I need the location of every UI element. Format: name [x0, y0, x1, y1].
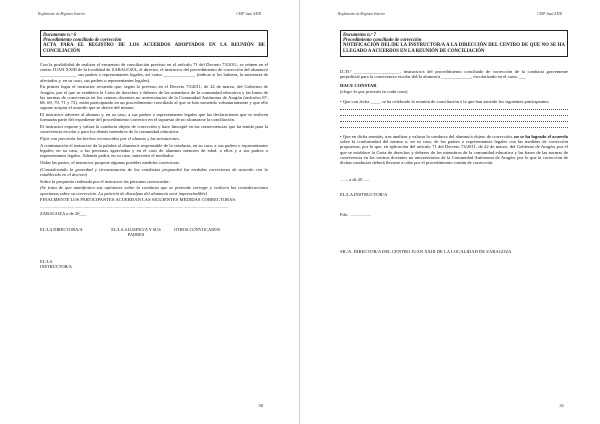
- document-number: Documento n.º 6: [43, 32, 77, 38]
- italic-note-measures: (Considerando la gravedad y circunstancias de las conductas propondrá las medidas correctoras de acuerdo con lo establecido en el decreto): [40, 166, 268, 177]
- italic-note-opinions: (Se trata de que manifiesten sus opiniones sobre la conducta que se pretende corregir y realicen las consideraciones oportunas sobre su corrección. La petición de disculpas del alumno/a será imprescindible): [40, 185, 268, 196]
- recipient-line: SR./A. DIRECTOR/A DEL CENTRO JUAN XXIII DE LA LOCALIDAD DE ZARAGOZA: [340, 248, 512, 254]
- document-title-box: [340, 30, 568, 57]
- italic-note-facts: Fijar con precisión los hechos reconocidos por el alumno y las actuaciones.: [40, 136, 181, 142]
- signature-instructor: EL/LA INSTRUCTOR/A: [40, 259, 72, 270]
- header-right-text: CEIP Juan XXIII: [537, 12, 562, 16]
- blank-line: [340, 118, 568, 123]
- bullet-text-end: sobre la conformidad del mismo o, en su caso, de los padres o representantes legales con las medidas de corrección propuestas, por lo que, en aplicación del artículo 71 del Decreto 73/2011, de 22 de marzo, del Gobierno de Aragón, por el que se establece la Carta de derechos y deberes de los miembros de la comunidad educativa y las bases de las normas de convivencia en los centros docentes no universitarios de la Comunidad Autónoma de Aragón, por lo que la corrección de dichas conductas deberá llevarse a cabo por el procedimiento común de corrección.: [340, 138, 568, 166]
- paragraph-instructor-statement: D./D.ª ____________________, instructor/a del procedimiento conciliado de corrección de la conducta gravemente perjudicial para la convivencia escolar del/la alumno/a _____________, escolarizado en el curso ___: [340, 68, 568, 79]
- document-title: NOTIFICACIÓN DEL/DE LA INSTRUCTOR/A A LA DIRECCIÓN DEL CENTRO DE QUE NO SE HA LLEGADO A ACUERDOS EN LA REUNIÓN DE CONCILIACIÓN: [343, 43, 565, 54]
- hace-constar-heading: HACE CONSTAR: [340, 82, 377, 88]
- document-number: Documento n.º 7: [343, 32, 377, 38]
- place-date: ZARAGOZA a de 20___: [40, 210, 87, 216]
- left-page-header: [38, 12, 261, 20]
- dotted-line: ....................................................................................................................................................................: [40, 204, 229, 210]
- signed-line: Fdo.: ..................: [340, 212, 372, 218]
- paragraph-reminder: En primer lugar el instructor recuerda que, según lo previsto en el Decreto 73/2011, de 22 de marzo, del Gobierno de Aragón, por el que se establece la Carta de derechos y deberes de los miembros de la comunidad educativa y las bases de las normas de convivencia en los centros docentes no universitarios de la Comunidad Autónoma de Aragón (artículos 67, 68, 69, 70, 71 y 72), están participando en un procedimiento conciliado al que se han sometido voluntariamente y que ello supone aceptar el acuerdo que se derive del mismo.: [40, 84, 268, 111]
- choose-note: (elegir lo que proceda en cada caso): [340, 89, 408, 95]
- document-title-box: [40, 30, 268, 57]
- signature-row: [40, 227, 268, 237]
- bullet-text-start: • Que en dicha reunión, tras analizar y valorar la conducta del alumno/a objeto de corrección,: [340, 133, 515, 139]
- header-right-text: CEIP Juan XXIII: [236, 12, 261, 16]
- paragraph-hearing: A continuación el instructor da la palabra al alumno/a responsable de la conducta, en su caso, a sus padres o representantes legales; en su caso, a las personas agraviadas y en el caso de alumnos menores de edad, a ellos y a sus padres o representantes legales. Además podrá, en su caso, intervenir el mediador.: [40, 142, 268, 159]
- signature-others: OTROS CONVOCADOS: [174, 227, 220, 233]
- signature-instructor: EL/LA INSTRUCTOR/A: [340, 191, 388, 197]
- bullet-text-bold: no se ha logrado el acuerdo: [514, 133, 569, 139]
- blank-line: [340, 124, 568, 129]
- paragraph-exposition: El instructor expone y valora la conducta objeto de corrección y hace hincapié en las consecuencias que ha tenido para la convivencia escolar y para los demás miembros de la comunidad educativa:: [40, 124, 268, 135]
- procedure-name: Procedimiento conciliado de corrección: [343, 37, 422, 43]
- blank-line: [340, 112, 568, 117]
- right-page-header: [338, 12, 562, 20]
- right-page: [300, 0, 600, 424]
- paragraph-warning: El instructor advierte al alumno y, en su caso, a sus padres o representantes legales que las declaraciones que se realicen formarán parte del expediente del procedimiento corrector en el supuesto de no alcanzarse la conciliación.: [40, 112, 268, 123]
- header-left-text: Reglamento de Régimen Interior: [338, 12, 386, 16]
- signature-director: EL/LA DIRECTORA/A: [40, 227, 83, 233]
- bullet-meeting-date: • Que con fecha ____, se ha celebrado la reunión de conciliación a la que han asistido los siguientes participantes:: [340, 98, 550, 104]
- document-title: ACTA PARA EL REGISTRO DE LOS ACUERDOS ADOPTADOS EN LA REUNIÓN DE CONCILIACIÓN: [43, 43, 265, 54]
- page-number-right: 31: [559, 403, 564, 408]
- place-date: ......, a de 20 ......: [340, 176, 371, 182]
- signature-student-parents: EL/LA ALUMNO/A Y SUS PADRES: [111, 227, 161, 238]
- blank-line: [340, 106, 568, 111]
- bullet-no-agreement: [340, 134, 568, 166]
- page-number-left: 30: [258, 403, 263, 408]
- paragraph-proposal: Oídas las partes, el instructor propone algunas posibles medidas correctoras.: [40, 160, 181, 166]
- right-page-content: [340, 30, 568, 256]
- procedure-name: Procedimiento conciliado de corrección: [43, 37, 122, 43]
- left-page-content: [40, 30, 268, 269]
- agreements-heading: FINALMENTE LOS PARTICIPANTES ACUERDAN LAS SIGUIENTES MEDIDAS CORRECTORAS:: [40, 197, 237, 203]
- paragraph-opinions: Sobre la propuesta realizada por el instructor las personas convocadas:: [40, 178, 170, 184]
- header-left-text: Reglamento de Régimen Interior: [38, 12, 86, 16]
- paragraph-intro: Con la posibilidad de realizar el encuentro de conciliación previsto en el artículo 71 del Decreto 73/2011, se reúnen en el centro JUAN XXIII de la localidad de ZARAGOZA, el director, el instructor del procedimiento de corrección del alumno/a ________________ sus padres o representantes legales, así como ______________ (indicar si los hubiera, la asistencia de afectados y, en su caso, sus padres o representantes legales).: [40, 61, 268, 83]
